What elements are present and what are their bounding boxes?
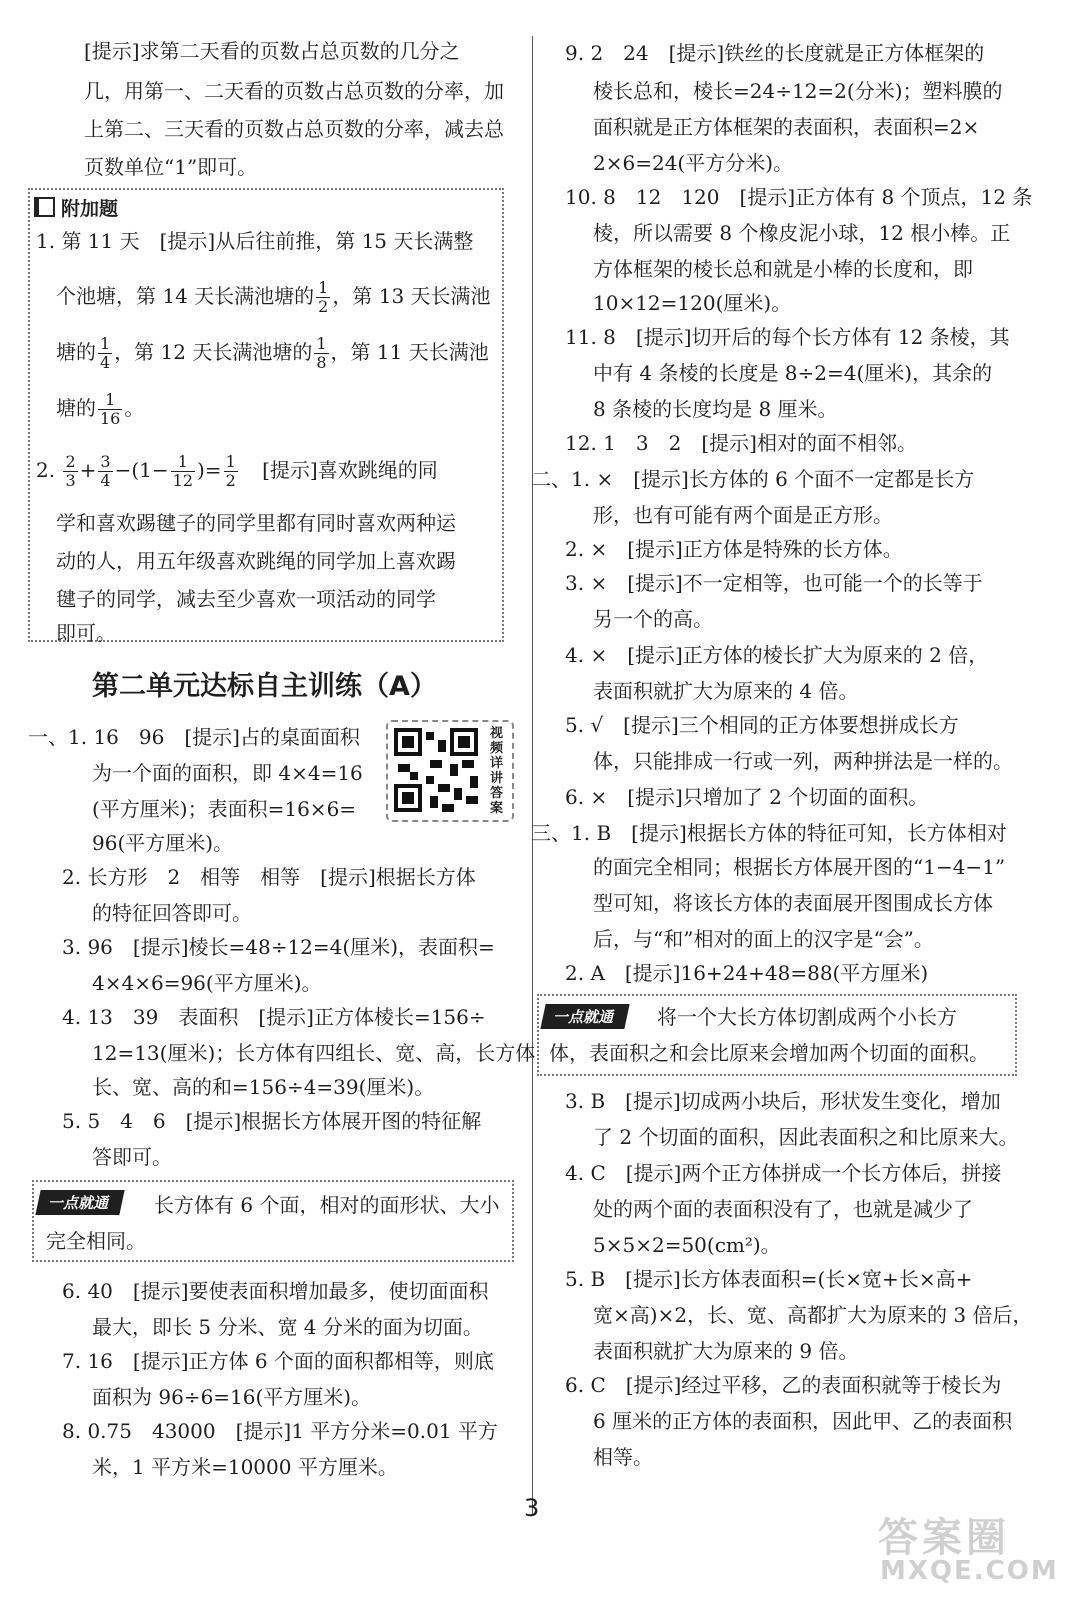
answer-10: 10. 8 12 120 [提示]正方体有 8 个顶点，12 条: [565, 185, 1033, 209]
qr-code-box[interactable]: [386, 720, 514, 822]
answer-10-line: 方体框架的棱长总和就是小棒的长度和，即: [593, 257, 973, 281]
section-2-answer-3: 3. × [提示]不一定相等，也可能一个的长等于: [565, 571, 983, 595]
intro-line: 上第二、三天看的页数占总页数的分率，减去总: [84, 117, 504, 141]
answer-3-line: 4×4×6=96(平方厘米)。: [92, 971, 322, 995]
answer-1-line: 为一个面的面积，即 4×4=16: [92, 761, 363, 785]
fraction: $\frac{1}{8}$: [316, 334, 327, 372]
extra-q2-line: 毽子的同学，减去至少喜欢一项活动的同学: [56, 587, 436, 611]
answer-9-line: 2×6=24(平方分米)。: [593, 151, 794, 175]
fraction: $\frac{1}{16}$: [100, 390, 121, 428]
section-2-answer-5: 5. √ [提示]三个相同的正方体要想拼成长方: [565, 713, 959, 737]
answer-11-line: 8 条棱的长度均是 8 厘米。: [593, 397, 838, 421]
section-3-line: 6 厘米的正方体的表面积，因此甲、乙的表面积: [593, 1409, 1013, 1433]
answer-6-line: 最大，即长 5 分米、宽 4 分米的面为切面。: [92, 1315, 483, 1339]
watermark-url: MXQE.COM: [880, 1556, 1059, 1586]
answer-3: 3. 96 [提示]棱长=48÷12=4(厘米)，表面积=: [62, 935, 495, 959]
section-3-answer-4: 4. C [提示]两个正方体拼成一个长方体后，拼接: [565, 1161, 1002, 1185]
qr-label: 视频详讲答案: [490, 726, 504, 816]
answer-9-line: 棱长总和，棱长=24÷12=2(分米)；塑料膜的: [593, 79, 1003, 103]
answer-12: 12. 1 3 2 [提示]相对的面不相邻。: [565, 431, 917, 455]
answer-4-line: 12=13(厘米)；长方体有四组长、宽、高，长方体: [92, 1041, 536, 1065]
tip-line: 长方体有 6 个面，相对的面形状、大小: [154, 1193, 500, 1217]
extra-q1-line3: 塘的 $\frac{1}{4}$ ，第 12 天长满池塘的 $\frac{1}{8}$ ，第 11 天长满池: [56, 334, 489, 372]
extra-q2-line: 即可。: [56, 621, 116, 645]
section-2-answer-1: 二、1. × [提示]长方体的 6 个面不一定都是长方: [531, 467, 975, 491]
intro-line: 几，用第一、二天看的页数占总页数的分率，加: [84, 79, 504, 103]
tip-line: 体，表面积之和会比原来会增加两个切面的面积。: [549, 1041, 989, 1065]
section-2-answer-2: 2. × [提示]正方体是特殊的长方体。: [565, 537, 903, 561]
intro-line: 页数单位“1”即可。: [84, 155, 258, 179]
page-number: 3: [524, 1494, 540, 1522]
unit-title: 第二单元达标自主训练（A）: [92, 671, 437, 702]
section-3-line: 宽×高)×2，长、宽、高都扩大为原来的 3 倍后，: [593, 1303, 1033, 1327]
answer-8-line: 米，1 平方米=10000 平方厘米。: [92, 1455, 398, 1479]
qr-code-icon: [394, 728, 478, 812]
fraction: $\frac{1}{4}$: [100, 334, 111, 372]
answer-11: 11. 8 [提示]切开后的每个长方体有 12 条棱，其: [565, 325, 1010, 349]
notebook-icon: [34, 197, 55, 217]
extra-q1: 1. 第 11 天 [提示]从后往前推，第 15 天长满整: [36, 229, 474, 253]
section-3-line: 相等。: [593, 1445, 653, 1469]
intro-line: [提示]求第二天看的页数占总页数的几分之: [84, 39, 460, 63]
section-2-answer-4: 4. × [提示]正方体的棱长扩大为原来的 2 倍，: [565, 643, 989, 667]
extra-q2: 2. $\frac{2}{3}$ + $\frac{3}{4}$ −(1− $\frac{1}{12}$ )= $\frac{1}{2}$ [提示]喜欢跳绳的同: [36, 452, 438, 490]
fraction: $\frac{1}{2}$: [318, 278, 329, 316]
answer-2-line: 的特征回答即可。: [92, 901, 252, 925]
tip-tag: 一点就通: [35, 1190, 124, 1215]
section-3-line: 表面积就扩大为原来的 9 倍。: [593, 1339, 859, 1363]
fraction: $\frac{1}{12}$: [172, 452, 193, 490]
tip-line: 将一个大长方体切割成两个小长方: [657, 1005, 957, 1029]
section-2-line: 另一个的高。: [593, 607, 713, 631]
fraction: $\frac{3}{4}$: [100, 452, 111, 490]
answer-10-line: 10×12=120(厘米)。: [593, 291, 792, 315]
answer-9-line: 面积就是正方体框架的表面积，表面积=2×: [593, 115, 980, 139]
answer-9: 9. 2 24 [提示]铁丝的长度就是正方体框架的: [565, 41, 985, 65]
answer-5: 5. 5 4 6 [提示]根据长方体展开图的特征解: [62, 1109, 482, 1133]
answer-1-line: (平方厘米)；表面积=16×6=: [92, 797, 357, 821]
section-3-answer-6: 6. C [提示]经过平移，乙的表面积就等于棱长为: [565, 1373, 1002, 1397]
fraction: $\frac{2}{3}$: [65, 452, 76, 490]
section-2-answer-6: 6. × [提示]只增加了 2 个切面的面积。: [565, 785, 929, 809]
section-2-line: 表面积就扩大为原来的 4 倍。: [593, 679, 859, 703]
section-3-line: 5×5×2=50(cm²)。: [593, 1233, 781, 1257]
section-3-line: 型可知，将该长方体的表面展开图围成长方体: [593, 891, 993, 915]
answer-10-line: 棱，所以需要 8 个橡皮泥小球，12 根小棒。正: [593, 221, 1011, 245]
section-3-line: 后，与“和”相对的面上的汉字是“会”。: [593, 927, 934, 951]
section-3-line: 了 2 个切面的面积，因此表面积之和比原来大。: [593, 1125, 1019, 1149]
answer-1: 一、1. 16 96 [提示]占的桌面面积: [28, 725, 360, 749]
section-2-line: 形，也有可能有两个面是正方形。: [593, 503, 893, 527]
section-2-line: 体，只能排成一行或一列，两种拼法是一样的。: [593, 749, 1013, 773]
answer-6: 6. 40 [提示]要使表面积增加最多，使切面面积: [62, 1279, 489, 1303]
tip-tag: 一点就通: [540, 1004, 629, 1029]
answer-11-line: 中有 4 条棱的长度是 8÷2=4(厘米)，其余的: [593, 361, 993, 385]
section-3-line: 处的两个面的表面积没有了，也就是减少了: [593, 1197, 973, 1221]
answer-1-line: 96(平方厘米)。: [92, 831, 234, 855]
extra-q2-line: 动的人，用五年级喜欢跳绳的同学加上喜欢踢: [56, 549, 456, 573]
answer-7: 7. 16 [提示]正方体 6 个面的面积都相等，则底: [62, 1349, 494, 1373]
extra-q1-line4: 塘的 $\frac{1}{16}$ 。: [56, 390, 145, 428]
watermark-logo: 答案圈: [878, 1515, 1010, 1561]
answer-2: 2. 长方形 2 相等 相等 [提示]根据长方体: [62, 865, 476, 889]
fraction: $\frac{1}{2}$: [225, 452, 236, 490]
tip-line: 完全相同。: [46, 1229, 146, 1253]
answer-4-line: 长、宽、高的和=156÷4=39(厘米)。: [92, 1075, 435, 1099]
answer-4: 4. 13 39 表面积 [提示]正方体棱长=156÷: [62, 1005, 486, 1029]
extra-q1-line2: 个池塘，第 14 天长满池塘的 $\frac{1}{2}$ ，第 13 天长满池: [56, 278, 491, 316]
extra-heading: 附加题: [34, 194, 118, 221]
section-3-line: 的面完全相同；根据长方体展开图的“1−4−1”: [593, 855, 1006, 879]
section-3-answer-3: 3. B [提示]切成两小块后，形状发生变化，增加: [565, 1089, 1001, 1113]
answer-8: 8. 0.75 43000 [提示]1 平方分米=0.01 平方: [62, 1419, 498, 1443]
section-3-answer-1: 三、1. B [提示]根据长方体的特征可知，长方体相对: [531, 821, 1007, 845]
answer-7-line: 面积为 96÷6=16(平方厘米)。: [92, 1385, 372, 1409]
answer-5-line: 答即可。: [92, 1145, 172, 1169]
section-3-answer-2: 2. A [提示]16+24+48=88(平方厘米): [565, 961, 929, 985]
section-3-answer-5: 5. B [提示]长方体表面积=(长×宽+长×高+: [565, 1267, 973, 1291]
column-divider: [532, 36, 533, 1516]
extra-q2-line: 学和喜欢踢毽子的同学里都有同时喜欢两种运: [56, 511, 456, 535]
